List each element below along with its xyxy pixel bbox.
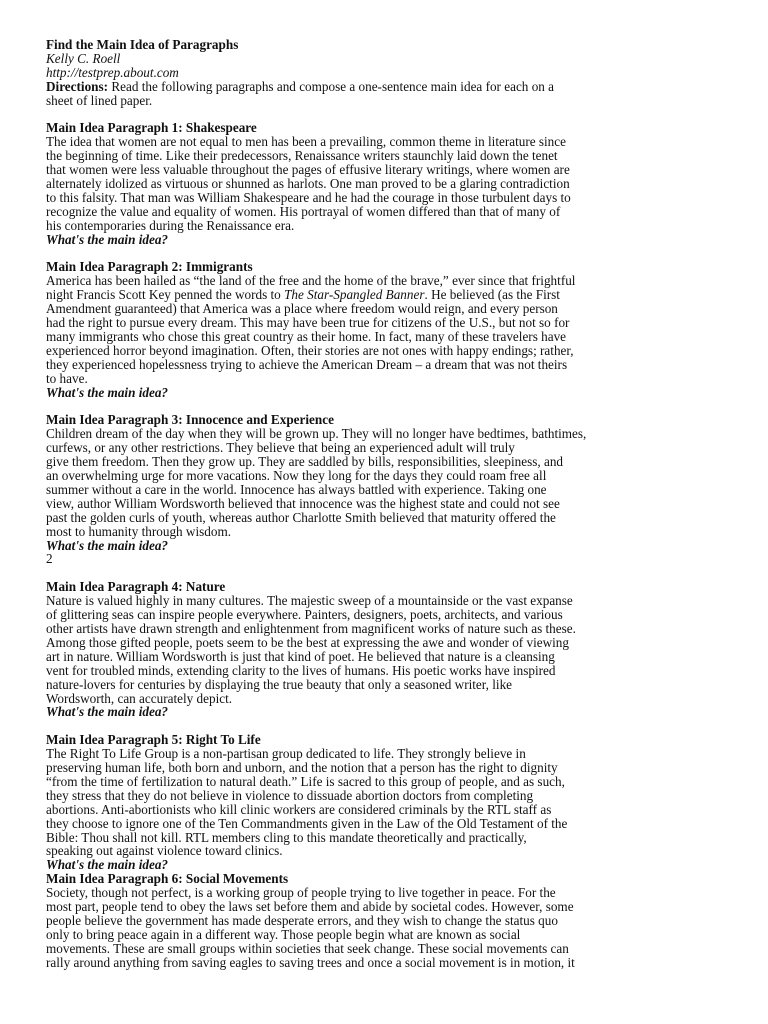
paragraph-line: only to bring peace again in a different way. Those people begin what are known as social — [46, 926, 521, 942]
paragraph-line: experienced horror beyond imagination. Often, their stories are not ones with happy endings; rather, — [46, 342, 574, 358]
section-heading: Main Idea Paragraph 2: Immigrants — [46, 259, 253, 275]
document-header — [46, 38, 688, 108]
paragraph-line: his contemporaries during the Renaissance era. — [46, 217, 295, 233]
paragraph-line: alternately idolized as virtuous or shunned as harlots. One man proved to be a glaring contradiction — [46, 176, 570, 192]
paragraph-section-5 — [46, 733, 688, 872]
paragraph-line: give them freedom. Then they grow up. They are saddled by bills, responsibilities, sleepiness, and — [46, 454, 564, 470]
paragraph-line: the beginning of time. Like their predecessors, Renaissance writers staunchly laid down the tenet — [46, 148, 558, 164]
paragraph-line: most to humanity through wisdom. — [46, 523, 231, 539]
section-heading: Main Idea Paragraph 6: Social Movements — [46, 871, 289, 887]
paragraph-line: abortions. Anti-abortionists who kill clinic workers are considered criminals by the RTL staff as — [46, 801, 552, 817]
paragraph-line: recognize the value and equality of women. His portrayal of women differed than that of many of — [46, 203, 561, 219]
main-idea-prompt: What's the main idea? — [46, 537, 169, 553]
paragraph-line: vent for troubled minds, extending clarity to the lives of humans. His poetic works have inspired — [46, 662, 556, 678]
paragraph-line: Amendment guaranteed) that America was a place where freedom would reign, and every person — [46, 301, 558, 317]
main-idea-prompt: What's the main idea? — [46, 857, 169, 873]
document-title: Find the Main Idea of Paragraphs — [46, 37, 239, 52]
paragraph-line: America has been hailed as “the land of the free and the home of the brave,” ever since that frightful — [46, 273, 576, 289]
spacer — [46, 247, 688, 261]
paragraph-text: night Francis Scott Key penned the words to — [46, 287, 285, 303]
spacer — [46, 108, 688, 122]
directions-line — [46, 80, 688, 94]
paragraph-section-2 — [46, 260, 688, 399]
paragraph-line: art in nature. William Wordsworth is just that kind of poet. He believed that nature is a cleansing — [46, 648, 555, 664]
directions-line-2: sheet of lined paper. — [46, 92, 153, 108]
paragraph-line: to have. — [46, 370, 88, 386]
paragraph-line: The idea that women are not equal to men has been a prevailing, common theme in literature since — [46, 134, 566, 150]
paragraph-line: that women were less valuable throughout the pages of effusive literary writings, where women are — [46, 162, 570, 178]
spacer — [46, 400, 688, 414]
paragraph-line: Bible: Thou shall not kill. RTL members cling to this mandate theoretically and practically, — [46, 829, 527, 845]
paragraph-section-6 — [46, 872, 688, 969]
paragraph-line: many immigrants who chose this great country as their home. In fact, many of these travelers have — [46, 329, 567, 344]
paragraph-line: they stress that they do not believe in violence to dissuade abortion doctors from completing — [46, 787, 534, 803]
song-title: The Star-Spangled Banner — [284, 287, 425, 303]
paragraph-line: rally around anything from saving eagles to saving trees and once a social movement is in motion, it — [46, 954, 575, 970]
main-idea-prompt: What's the main idea? — [46, 384, 169, 400]
paragraph-line: The Right To Life Group is a non-partisan group dedicated to life. They strongly believe in — [46, 746, 526, 762]
directions-text: Read the following paragraphs and compose a one-sentence main idea for each on a — [108, 78, 555, 94]
paragraph-line: most part, people tend to obey the laws set before them and abide by societal codes. However, some — [46, 899, 574, 915]
paragraph-text: . He believed (as the First — [424, 287, 560, 303]
section-heading: Main Idea Paragraph 4: Nature — [46, 579, 226, 595]
paragraph-line: Among those gifted people, poets seem to be the best at expressing the awe and wonder of viewing — [46, 634, 569, 650]
paragraph-line: of glittering seas can inspire people everywhere. Painters, designers, poets, architects, and various — [46, 607, 563, 623]
section-heading: Main Idea Paragraph 3: Innocence and Experience — [46, 412, 334, 428]
paragraph-line: nature-lovers for centuries by displaying the true beauty that only a seasoned writer, like — [46, 676, 513, 692]
main-idea-prompt: What's the main idea? — [46, 231, 169, 247]
paragraph-line: curfews, or any other restrictions. They believe that being an experienced adult will truly — [46, 440, 515, 456]
page-number: 2 — [46, 551, 53, 567]
spacer — [46, 566, 688, 580]
paragraph-line: they choose to ignore one of the Ten Commandments given in the Law of the Old Testament of the — [46, 815, 568, 831]
paragraph-line: “from the time of fertilization to natural death.” Life is sacred to this group of people, and as such, — [46, 773, 565, 789]
section-heading: Main Idea Paragraph 1: Shakespeare — [46, 120, 257, 136]
section-heading: Main Idea Paragraph 5: Right To Life — [46, 732, 261, 748]
paragraph-line: Children dream of the day when they will be grown up. They will no longer have bedtimes, bathtimes, — [46, 426, 587, 442]
paragraph-section-4 — [46, 580, 688, 719]
paragraph-line: people believe the government has made desperate errors, and they wish to change the status quo — [46, 913, 558, 929]
paragraph-line: view, author William Wordsworth believed that innocence was the highest state and could not see — [46, 495, 560, 511]
main-idea-prompt: What's the main idea? — [46, 704, 169, 720]
source-url[interactable]: http://testprep.about.com — [46, 64, 179, 80]
paragraph-line: Society, though not perfect, is a working group of people trying to live together in peace. For the — [46, 885, 556, 901]
paragraph-line — [46, 288, 688, 302]
paragraph-line: an overwhelming urge for more vacations. Now they long for the days they could roam free all — [46, 468, 547, 484]
paragraph-line: to this falsity. That man was William Shakespeare and he had the courage in those turbulent days to — [46, 189, 571, 205]
paragraph-line: speaking out against violence toward clinics. — [46, 843, 283, 859]
paragraph-section-1 — [46, 121, 688, 246]
paragraph-line: preserving human life, both born and unborn, and the notion that a person has the right to dignity — [46, 760, 558, 776]
spacer — [46, 719, 688, 733]
paragraph-section-3 — [46, 413, 688, 566]
paragraph-line: movements. These are small groups within societies that seek change. These social movements can — [46, 940, 569, 956]
paragraph-line: Nature is valued highly in many cultures. The majestic sweep of a mountainside or the vast expanse — [46, 593, 573, 609]
paragraph-line: other artists have drawn strength and enlightenment from magnificent works of nature such as these. — [46, 621, 576, 636]
paragraph-line: summer without a care in the world. Innocence has always battled with experience. Taking one — [46, 481, 547, 497]
paragraph-line: Wordsworth, can accurately depict. — [46, 690, 233, 706]
paragraph-line: they experienced hopelessness trying to achieve the American Dream – a dream that was not theirs — [46, 356, 568, 372]
directions-label: Directions: — [46, 78, 109, 94]
paragraph-line: past the golden curls of youth, whereas author Charlotte Smith believed that maturity offered the — [46, 509, 556, 525]
author-name: Kelly C. Roell — [46, 50, 121, 66]
paragraph-line: had the right to pursue every dream. This may have been true for citizens of the U.S., but not so for — [46, 315, 570, 331]
